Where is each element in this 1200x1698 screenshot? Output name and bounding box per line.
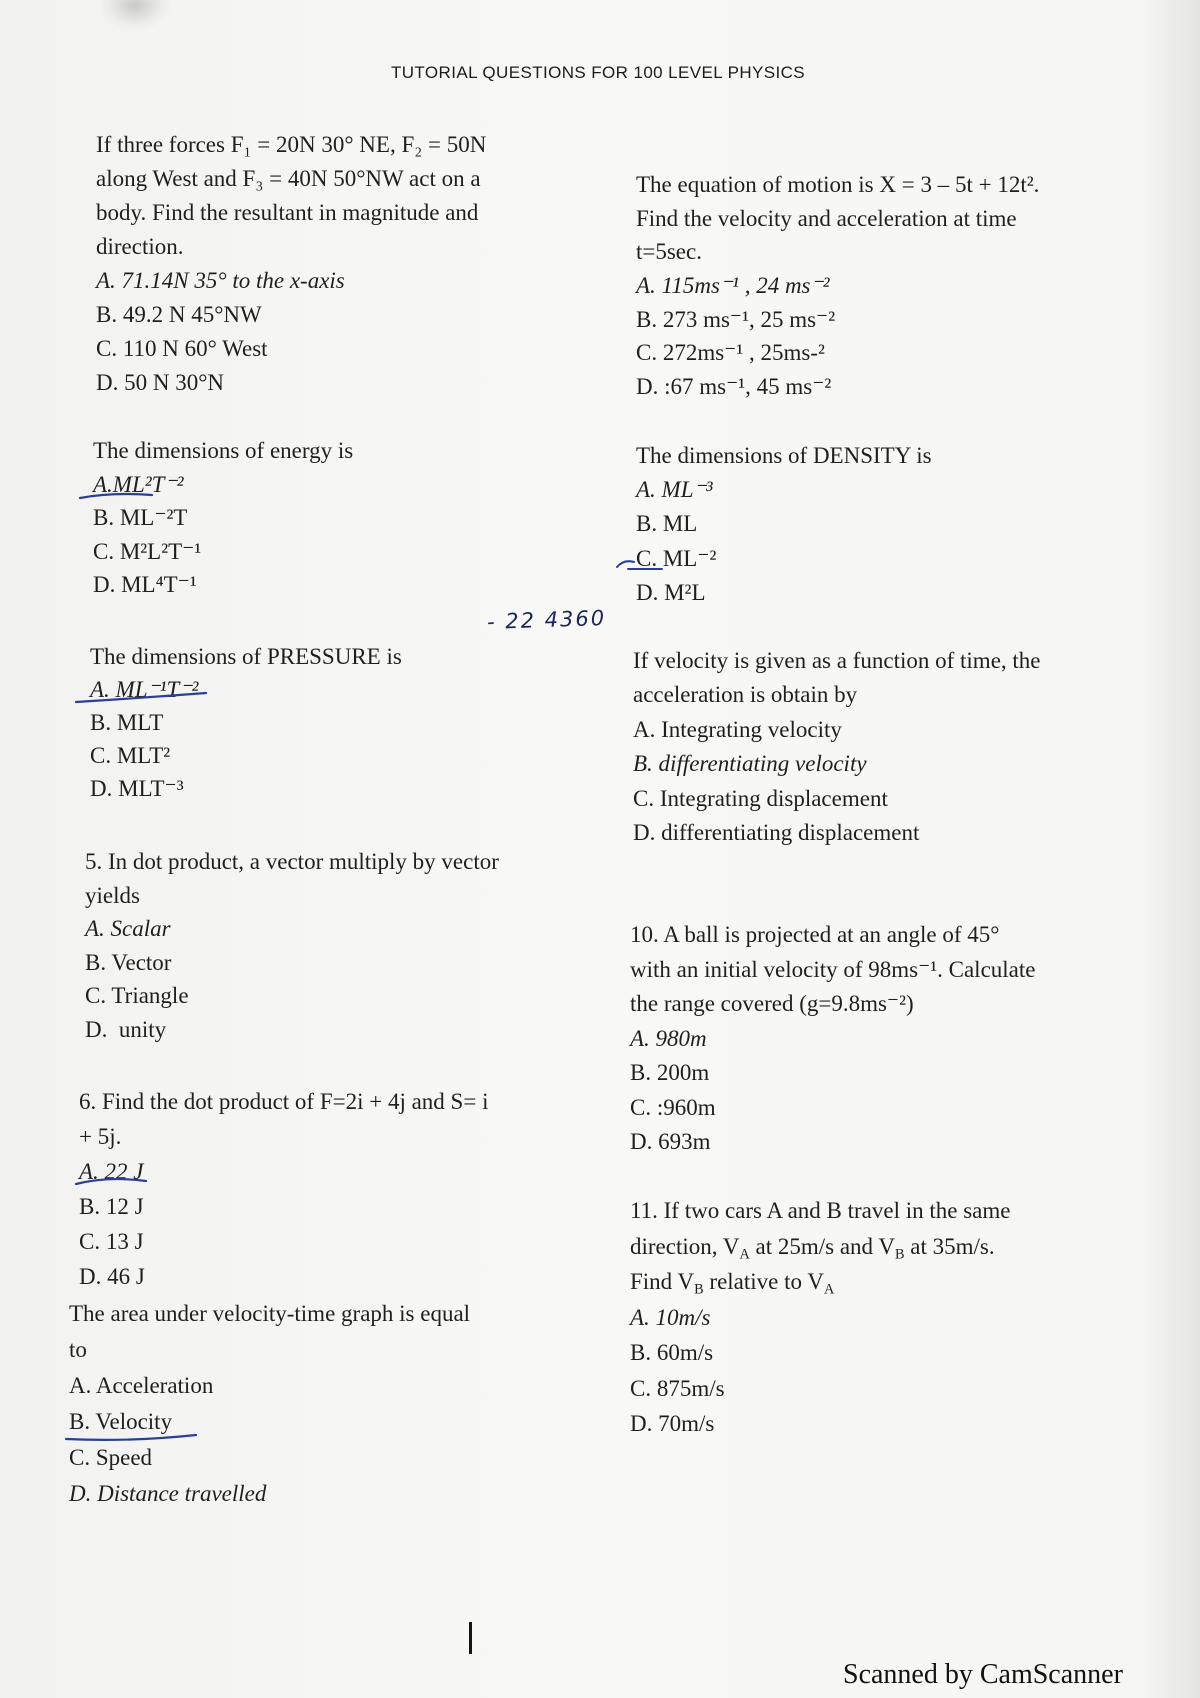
question-stem-line: Find the velocity and acceleration at time [636,205,1017,231]
question-stem-line [630,1264,1010,1300]
question-stem-line: If three forces F₁ = 20N 30° NE, F₂ = 50N [96,132,487,157]
question-stem-line: The dimensions of energy is [93,438,354,463]
option-b: B. Vector [85,949,172,975]
question-velocity-time-area [69,1296,470,1512]
option-a: A.ML²T⁻² [93,471,184,497]
option-a: A. Scalar [85,916,171,942]
option-b: B. ML [636,511,698,537]
question-6-dot-product-calc [79,1084,488,1294]
option-a: A. ML⁻³ [636,477,713,503]
page-number-mark [469,1622,472,1654]
subscript: B [894,1245,905,1262]
option-c: C. 13 J [79,1229,144,1254]
question-stem-line: body. Find the resultant in magnitude and [96,200,479,225]
stem-text: relative to V [703,1269,824,1294]
question-energy-dimensions [93,434,353,602]
option-d: D. 50 N 30°N [96,370,225,395]
option-a: A. 10m/s [630,1304,711,1330]
option-c: C. Triangle [85,983,189,1009]
stem-text: at 35m/s. [904,1233,995,1259]
question-stem-line: to [69,1337,87,1362]
option-a: A. 115ms⁻¹ , 24 ms⁻² [636,273,830,299]
option-d: D. differentiating displacement [633,819,920,845]
option-c: C. Integrating displacement [633,785,888,811]
question-stem-line: yields [85,882,140,908]
question-stem-line: t=5sec. [636,239,702,265]
option-d: D. unity [85,1016,167,1042]
question-stem-line: direction. [96,234,184,259]
question-stem-line: acceleration is obtain by [633,682,858,708]
option-c: C. M²L²T⁻¹ [93,538,202,564]
question-stem-line: 5. In dot product, a vector multiply by vector [85,849,499,874]
option-c: C. ML⁻² [636,545,717,571]
option-c: C. MLT² [90,743,171,768]
question-stem-line: the range covered (g=9.8ms⁻²) [630,991,914,1016]
question-stem-line: If velocity is given as a function of time, the [633,648,1041,673]
question-5-dot-product [85,845,499,1047]
option-d: D. 46 J [79,1264,145,1289]
option-b: B. 273 ms⁻¹, 25 ms⁻² [636,306,836,332]
stem-text: at 25m/s and V [749,1233,895,1259]
question-resultant-forces [96,128,486,400]
question-11-relative-velocity [630,1193,1010,1442]
question-stem-line: The dimensions of PRESSURE is [90,644,402,669]
option-a: A. 22 J [79,1159,144,1184]
option-b: B. 200m [630,1060,710,1085]
option-d: D. ML⁴T⁻¹ [93,572,197,597]
question-stem-line: along West and F₃ = 40N 50°NW act on a [96,166,481,191]
subscript: A [823,1281,835,1298]
option-c: C. 875m/s [630,1375,725,1401]
option-b: B. 60m/s [630,1340,714,1365]
option-d: D. M²L [636,579,706,605]
question-stem-line: The dimensions of DENSITY is [636,443,932,468]
option-a: A. 71.14N 35° to the x-axis [96,268,345,293]
stem-text: Find V [630,1269,695,1294]
question-stem-line [630,1229,1010,1265]
option-d: D. Distance travelled [69,1481,267,1506]
subscript: B [694,1281,704,1298]
option-b: B. 49.2 N 45°NW [96,302,262,327]
option-c: C. 110 N 60° West [96,336,268,361]
question-stem-line: The equation of motion is X = 3 – 5t + 12t². [636,172,1040,197]
question-stem-line: The area under velocity-time graph is equal [69,1301,471,1326]
handwritten-note: - 22 4360 [486,605,607,635]
question-10-projectile [630,918,1035,1160]
option-c: C. Speed [69,1445,153,1470]
option-b: B. ML⁻²T [93,505,188,530]
stem-text: direction, V [630,1233,740,1259]
option-d: D. 693m [630,1129,711,1154]
subscript: A [739,1245,750,1262]
option-b: B. MLT [90,710,164,735]
question-acceleration-from-velocity [633,644,1041,850]
option-a: A. Acceleration [69,1373,214,1398]
option-b: B. 12 J [79,1194,144,1219]
option-d: D. MLT⁻³ [90,776,184,801]
question-density-dimensions [636,439,932,610]
question-stem-line: 10. A ball is projected at an angle of 45° [630,922,1000,947]
question-stem-line: 6. Find the dot product of F=2i + 4j and S= i [79,1089,489,1114]
question-stem-line: + 5j. [79,1124,122,1149]
question-stem-line: with an initial velocity of 98ms⁻¹. Calculate [630,956,1036,982]
question-equation-of-motion [636,168,1039,404]
scan-smudge [100,0,170,30]
option-a: A. ML⁻¹T⁻² [90,677,199,702]
option-b: B. differentiating velocity [633,751,867,777]
question-pressure-dimensions [90,640,402,805]
page-title: TUTORIAL QUESTIONS FOR 100 LEVEL PHYSICS [390,63,806,82]
option-b: B. Velocity [69,1409,173,1434]
option-a: A. 980m [630,1025,707,1051]
camscanner-watermark: Scanned by CamScanner [843,1659,1123,1690]
option-c: C. :960m [630,1094,716,1120]
option-d: D. 70m/s [630,1411,715,1436]
option-d: D. :67 ms⁻¹, 45 ms⁻² [636,374,832,400]
option-a: A. Integrating velocity [633,716,842,742]
question-stem-line: 11. If two cars A and B travel in the same [630,1198,1011,1223]
option-c: C. 272ms⁻¹ , 25ms-² [636,340,825,366]
